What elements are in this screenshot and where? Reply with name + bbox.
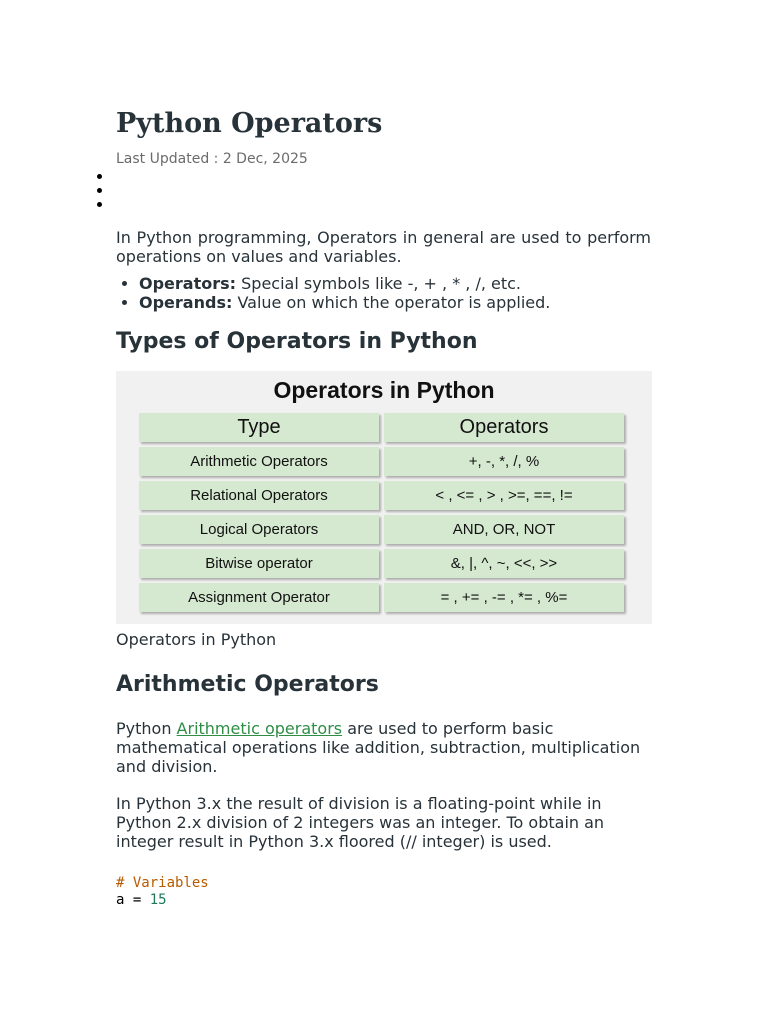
list-item [139, 274, 651, 293]
list-item [139, 293, 651, 312]
share-menu-dots[interactable] [97, 174, 632, 207]
table-cell-operators: < , <= , > , >=, ==, != [384, 481, 624, 510]
table-cell-type: Arithmetic Operators [139, 447, 379, 476]
code-block [116, 875, 651, 909]
table-cell-type: Relational Operators [139, 481, 379, 510]
section-heading-arithmetic: Arithmetic Operators [116, 672, 379, 697]
operators-table-image [116, 371, 652, 624]
figure-title: Operators in Python [273, 377, 495, 403]
arithmetic-paragraph [116, 719, 651, 776]
operators-table [139, 413, 627, 612]
menu-dot[interactable] [97, 202, 102, 207]
table-cell-type: Logical Operators [139, 515, 379, 544]
table-cell-operators: +, -, *, /, % [384, 447, 624, 476]
arithmetic-operators-link[interactable]: Arithmetic operators [176, 719, 343, 738]
definition-list [116, 274, 651, 312]
code-comment: # Variables [116, 875, 209, 891]
code-number: 15 [149, 892, 167, 908]
code-text: a = [116, 892, 150, 908]
table-header-operators: Operators [384, 413, 624, 442]
figure-caption: Operators in Python [116, 630, 277, 649]
table-cell-type: Bitwise operator [139, 549, 379, 578]
paragraph-text: are used to perform basic mathematical operations like addition, subtraction, multiplication and division. [116, 719, 641, 776]
bullet-text: Value on which the operator is applied. [232, 293, 551, 312]
paragraph-text: Python [116, 719, 177, 738]
code-line [116, 892, 651, 909]
section-heading-types: Types of Operators in Python [116, 329, 478, 354]
table-cell-type: Assignment Operator [139, 583, 379, 612]
article [116, 106, 651, 909]
last-updated: Last Updated : 2 Dec, 2025 [116, 151, 308, 167]
table-cell-operators: = , += , -= , *= , %= [384, 583, 624, 612]
page-title: Python Operators [116, 108, 383, 139]
bullet-term: Operands: [139, 293, 233, 312]
intro-paragraph: In Python programming, Operators in general are used to perform operations on values and variables. [116, 228, 651, 266]
table-cell-operators: AND, OR, NOT [384, 515, 624, 544]
menu-dot[interactable] [97, 174, 102, 179]
menu-dot[interactable] [97, 188, 102, 193]
table-cell-operators: &, |, ^, ~, <<, >> [384, 549, 624, 578]
division-paragraph: In Python 3.x the result of division is a floating-point while in Python 2.x division of 2 integers was an integer. To obtain an integer result in Python 3.x floored (// integer) is used. [116, 794, 605, 851]
bullet-term: Operators: [139, 274, 237, 293]
table-header-type: Type [139, 413, 379, 442]
bullet-text: Special symbols like -, + , * , /, etc. [236, 274, 522, 293]
